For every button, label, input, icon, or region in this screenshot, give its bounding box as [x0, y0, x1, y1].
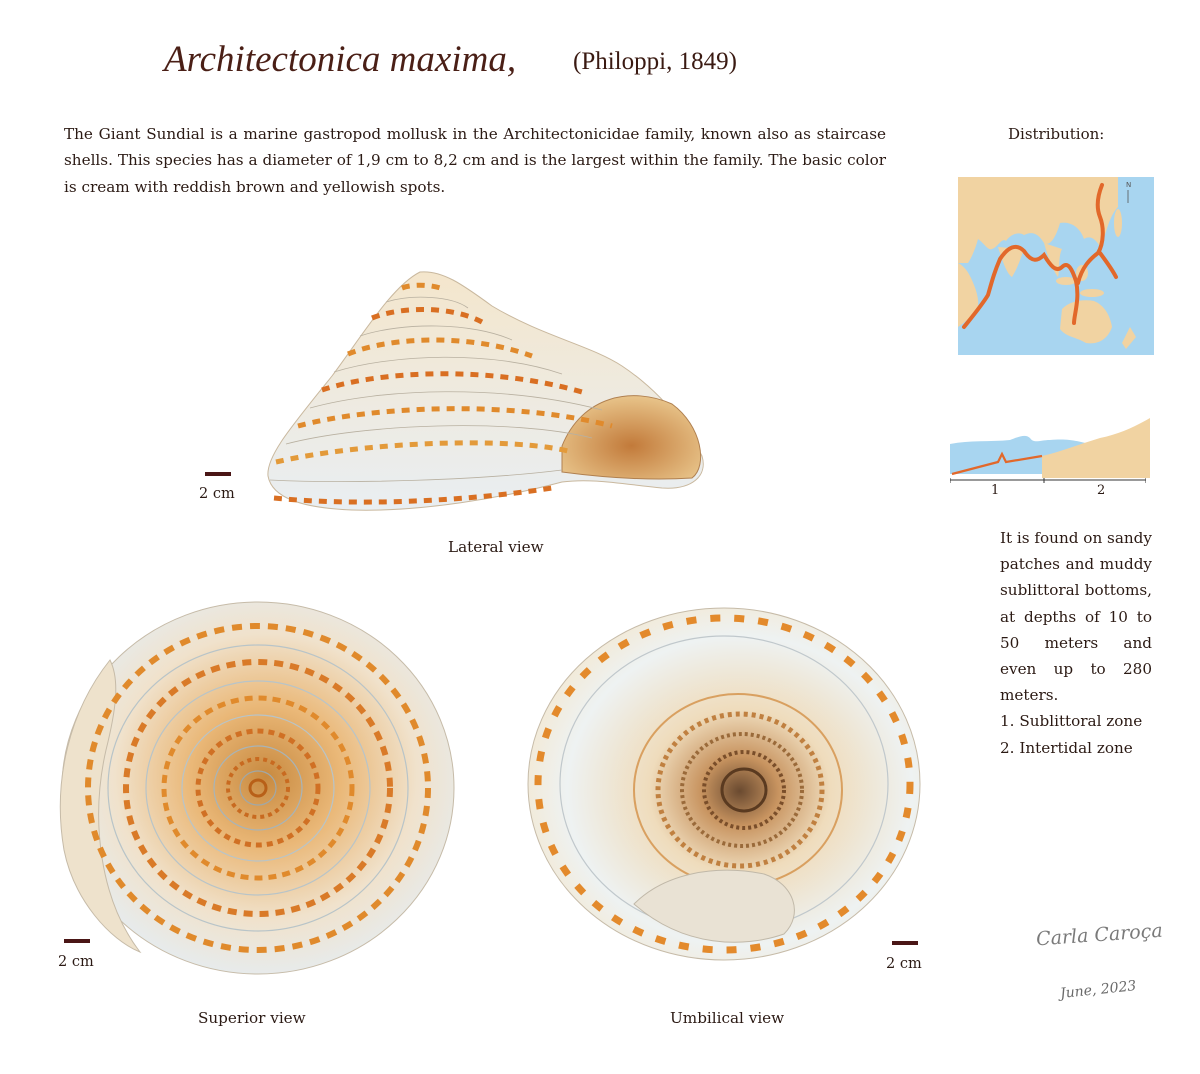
superior-scale-label: 2 cm	[58, 954, 94, 970]
zone-2-legend: 2. Intertidal zone	[1000, 738, 1133, 757]
distribution-label: Distribution:	[1008, 125, 1105, 143]
species-authority: (Philoppi, 1849)	[573, 48, 737, 75]
zone-2-label: 2	[1097, 483, 1106, 498]
umbilical-scale-bar	[892, 941, 918, 945]
depth-profile	[950, 414, 1152, 484]
zone-1-legend: 1. Sublittoral zone	[1000, 712, 1143, 731]
superior-view-caption: Superior view	[198, 1009, 306, 1027]
zone-1-label: 1	[991, 483, 1000, 498]
habitat-description: It is found on sandy patches and muddy sublittoral bottoms, at depths of 10 to 50 meters and even up to 280 meters.	[1000, 529, 1152, 705]
habitat-text-block	[1000, 525, 1152, 761]
umbilical-view-illustration	[524, 604, 926, 968]
zone-axis	[950, 478, 1146, 498]
map-north-label: N	[1126, 181, 1132, 189]
lateral-view-illustration	[262, 266, 718, 518]
lateral-scale-bar	[205, 472, 231, 476]
map-island-japan	[1114, 209, 1122, 237]
species-description: The Giant Sundial is a marine gastropod mollusk in the Architectonicidae family, known also as staircase shells. This species has a diameter of 1,9 cm to 8,2 cm and is the largest within the family. The basic color is cream with reddish brown and yellowish spots.	[64, 125, 886, 196]
artist-signature: Carla Caroça	[1035, 919, 1164, 951]
superior-scale-bar	[64, 939, 90, 943]
lateral-view-caption: Lateral view	[448, 538, 544, 556]
distribution-map	[958, 177, 1154, 355]
umbilical-scale-label: 2 cm	[886, 956, 922, 972]
lateral-scale-label: 2 cm	[199, 486, 235, 502]
species-title: Architectonica maxima,	[164, 39, 517, 80]
signature-date: June, 2023	[1059, 978, 1138, 1002]
umbilical-view-caption: Umbilical view	[670, 1009, 785, 1027]
map-island-newguinea	[1080, 289, 1104, 297]
superior-view-illustration	[50, 600, 456, 978]
superior-shell-body	[62, 602, 454, 974]
